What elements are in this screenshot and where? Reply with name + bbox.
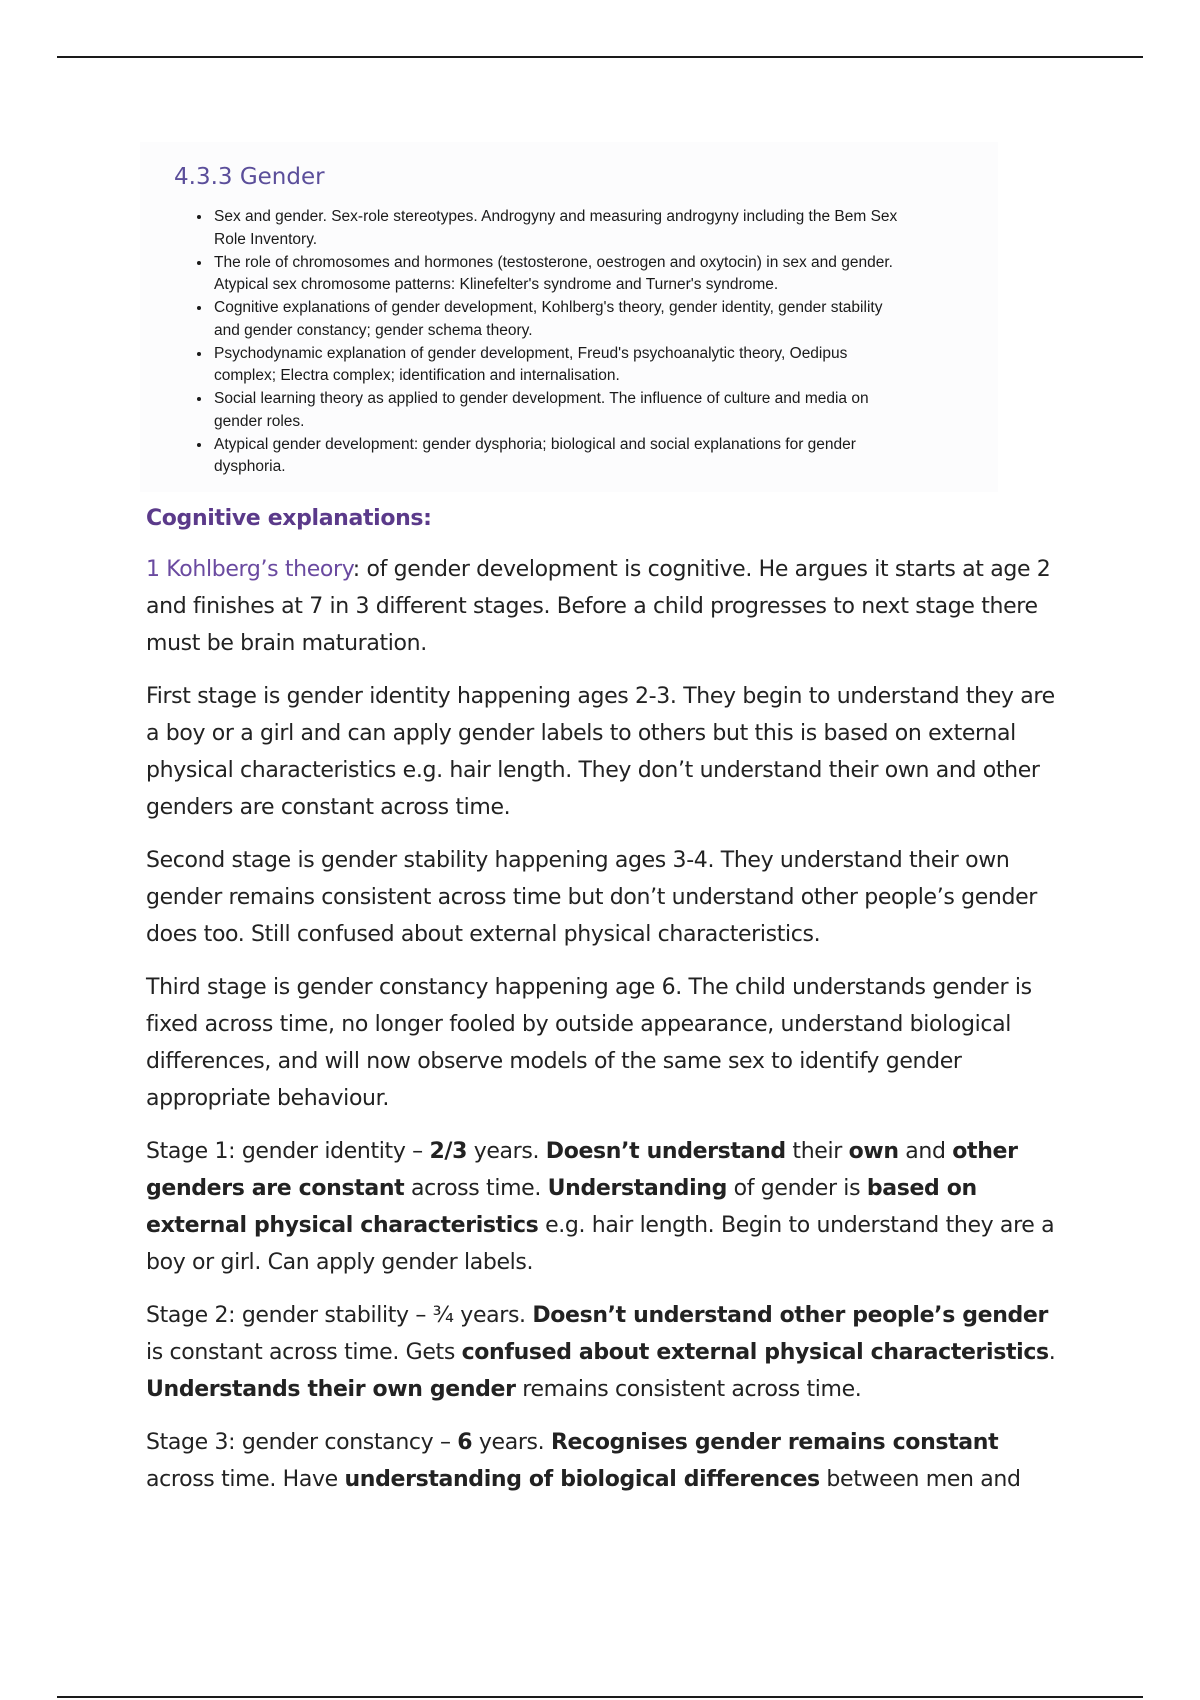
text-run: e.g. hair length. Begin to understand they are a boy or girl. Can apply gender labels. [146,1213,1055,1275]
stage-3-summary [146,1424,1066,1498]
bold-run: confused about external physical characteristics [461,1340,1049,1365]
spec-item: • Cognitive explanations of gender development, Kohlberg's theory, gender identity, gender stability and gender constancy; gender schema theory. [212,297,902,342]
text-run: their [785,1139,849,1164]
bottom-rule [57,1696,1143,1698]
paragraph-text: : of gender development is cognitive. He argues it starts at age 2 and finishes at 7 in 3 different stages. Before a child progresses to next stage there must be brain maturation. [146,557,1051,656]
text-run: remains consistent across time. [515,1377,862,1402]
spec-item: • Sex and gender. Sex-role stereotypes. Androgyny and measuring androgyny including the Bem Sex Role Inventory. [212,206,902,251]
bold-run: Understands their own gender [146,1377,516,1402]
text-run: Stage 2: gender stability – ¾ years. [146,1303,533,1328]
bold-run: Understanding [547,1176,727,1201]
stage-2-summary [146,1297,1066,1408]
top-rule [57,56,1143,58]
paragraph-second-stage: Second stage is gender stability happening ages 3-4. They understand their own gender remains consistent across time but don’t understand other people’s gender does too. Still confused about external physical characteristics. [146,848,1037,947]
spec-title: 4.3.3 Gender [174,164,325,190]
bold-run: own [848,1139,899,1164]
bold-run: Doesn’t understand [545,1139,786,1164]
bold-run: other genders are constant [146,1139,1018,1201]
paragraph-third-stage: Third stage is gender constancy happening age 6. The child understands gender is fixed across time, no longer fooled by outside appearance, understand biological differences, and will now observe models of the same sex to identify gender appropriate behaviour. [146,975,1032,1111]
spec-item: • Psychodynamic explanation of gender development, Freud's psychoanalytic theory, Oedipus complex; Electra complex; identification and internalisation. [212,343,902,388]
bold-run: Recognises gender remains constant [550,1430,999,1455]
text-run: years. [472,1430,551,1455]
specification-excerpt [140,142,998,492]
spec-item: • The role of chromosomes and hormones (testosterone, oestrogen and oxytocin) in sex and gender. Atypical sex chromosome patterns: Klinefelter's syndrome and Turner's syndrome. [212,252,902,297]
spec-item: • Social learning theory as applied to gender development. The influence of culture and media on gender roles. [212,388,902,433]
text-run: is constant across time. Gets [146,1340,462,1365]
section-heading: Cognitive explanations: [146,506,432,531]
spec-item: • Atypical gender development: gender dysphoria; biological and social explanations for gender dysphoria. [212,434,902,479]
paragraph-first-stage: First stage is gender identity happening ages 2-3. They begin to understand they are a boy or a girl and can apply gender labels to others but this is based on external physical characteristics e.g. hair length. They don’t understand their own and other genders are constant across time. [146,684,1055,820]
text-run: of gender is [726,1176,867,1201]
kohlberg-theory-title: 1 Kohlberg’s theory [146,557,353,582]
text-run: . [1048,1340,1056,1365]
stage-1-summary [146,1133,1066,1281]
bold-run: Doesn’t understand other people’s gender [532,1303,1048,1328]
notes-body [146,500,1066,1514]
text-run: across time. [404,1176,548,1201]
text-run: across time. Have [146,1467,345,1492]
text-run: Stage 1: gender identity – [146,1139,430,1164]
bold-run: 2/3 [429,1139,468,1164]
text-run: and [898,1139,953,1164]
bold-run: understanding of biological differences [344,1467,820,1492]
bold-run: based on external physical characteristics [146,1176,977,1238]
spec-list [198,206,902,479]
paragraph-kohlberg [146,551,1066,662]
text-run: Stage 3: gender constancy – [146,1430,458,1455]
text-run: years. [467,1139,546,1164]
bold-run: 6 [457,1430,473,1455]
text-run: between men and [819,1467,1021,1492]
